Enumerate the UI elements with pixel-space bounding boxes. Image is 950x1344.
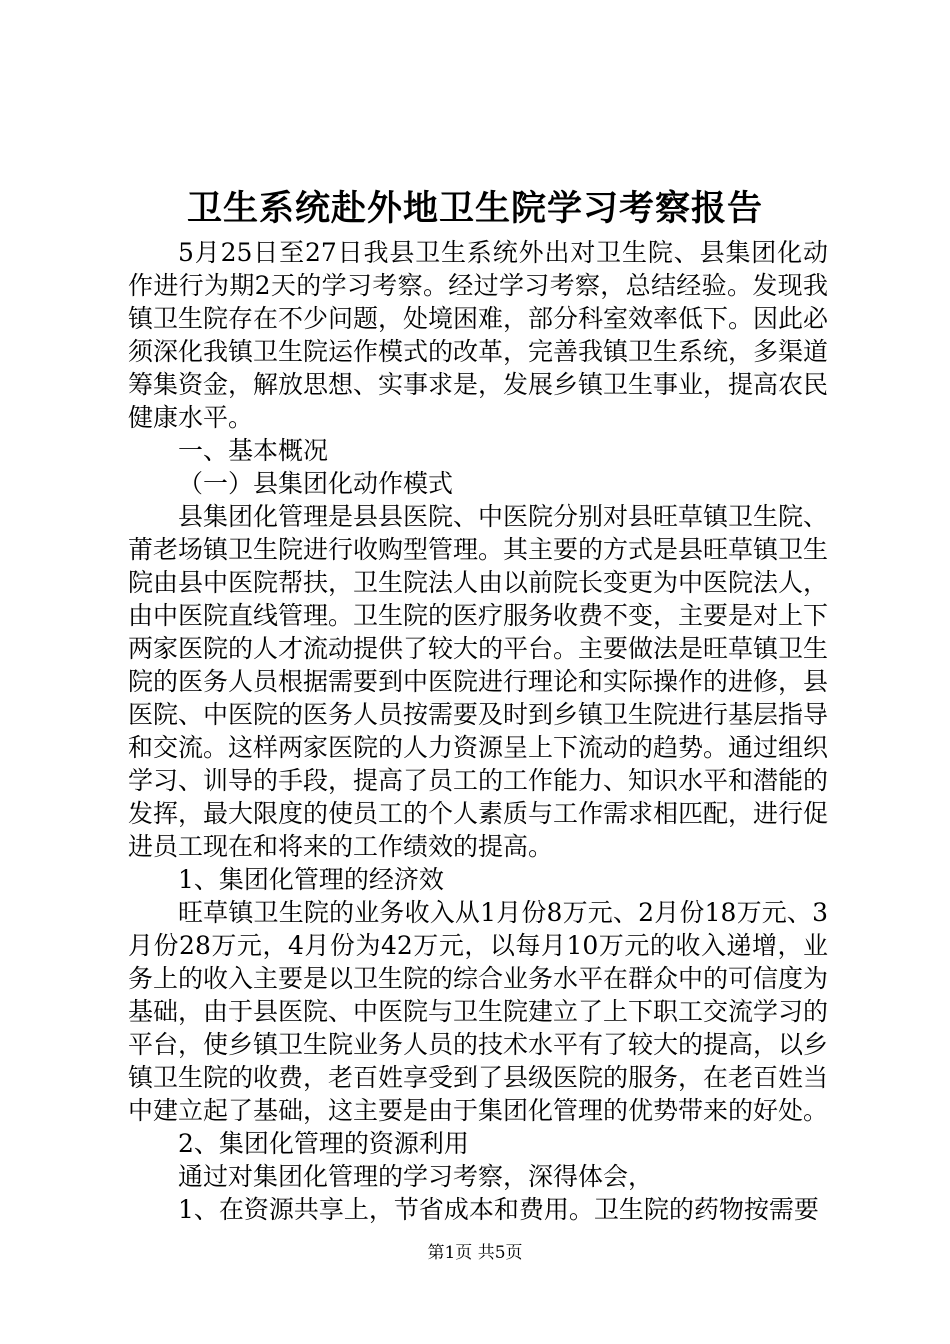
- heading-basic-overview: 一、基本概况: [178, 436, 329, 465]
- paragraph-business-income: 旺草镇卫生院的业务收入从1月份8万元、2月份18万元、3月份28万元，4月份为42万元，以每月10万元的收入递增，业务上的收入主要是以卫生院的综合业务水平在群众中的可信度为基础，由于县医院、中医院与卫生院建立了上下职工交流学习的平台，使乡镇卫生院业务人员的技术水平有了较大的提高，以乡镇卫生院的收费，老百姓享受到了县级医院的服务，在老百姓当中建立起了基础，这主要是由于集团化管理的优势带来的好处。: [128, 898, 829, 1125]
- document-title: 卫生系统赴外地卫生院学习考察报告: [186, 188, 763, 229]
- subheading-economic-effect: 1、集团化管理的经济效: [178, 865, 444, 894]
- subheading-county-group-model: （一）县集团化动作模式: [178, 469, 454, 498]
- page-number-footer: 第1页 共5页: [427, 1243, 523, 1263]
- paragraph-study-insight: 通过对集团化管理的学习考察，深得体会，: [178, 1162, 654, 1191]
- subheading-resource-use: 2、集团化管理的资源利用: [178, 1129, 469, 1158]
- paragraph-resource-sharing: 1、在资源共享上，节省成本和费用。卫生院的药物按需要: [178, 1195, 819, 1224]
- paragraph-group-management: 县集团化管理是县县医院、中医院分别对县旺草镇卫生院、莆老场镇卫生院进行收购型管理。其主要的方式是县旺草镇卫生院由县中医院帮扶，卫生院法人由以前院长变更为中医院法人，由中医院直线管理。卫生院的医疗服务收费不变，主要是对上下两家医院的人才流动提供了较大的平台。主要做法是旺草镇卫生院的医务人员根据需要到中医院进行理论和实际操作的进修，县医院、中医院的医务人员按需要及时到乡镇卫生院进行基层指导和交流。这样两家医院的人力资源呈上下流动的趋势。通过组织学习、训导的手段，提高了员工的工作能力、知识水平和潜能的发挥，最大限度的使员工的个人素质与工作需求相匹配，进行促进员工现在和将来的工作绩效的提高。: [128, 502, 829, 861]
- document-body: [128, 236, 828, 1226]
- paragraph-intro: 5月25日至27日我县卫生系统外出对卫生院、县集团化动作进行为期2天的学习考察。经过学习考察，总结经验。发现我镇卫生院存在不少问题，处境困难，部分科室效率低下。因此必须深化我镇卫生院运作模式的改革，完善我镇卫生系统，多渠道筹集资金，解放思想、实事求是，发展乡镇卫生事业，提高农民健康水平。: [128, 238, 829, 432]
